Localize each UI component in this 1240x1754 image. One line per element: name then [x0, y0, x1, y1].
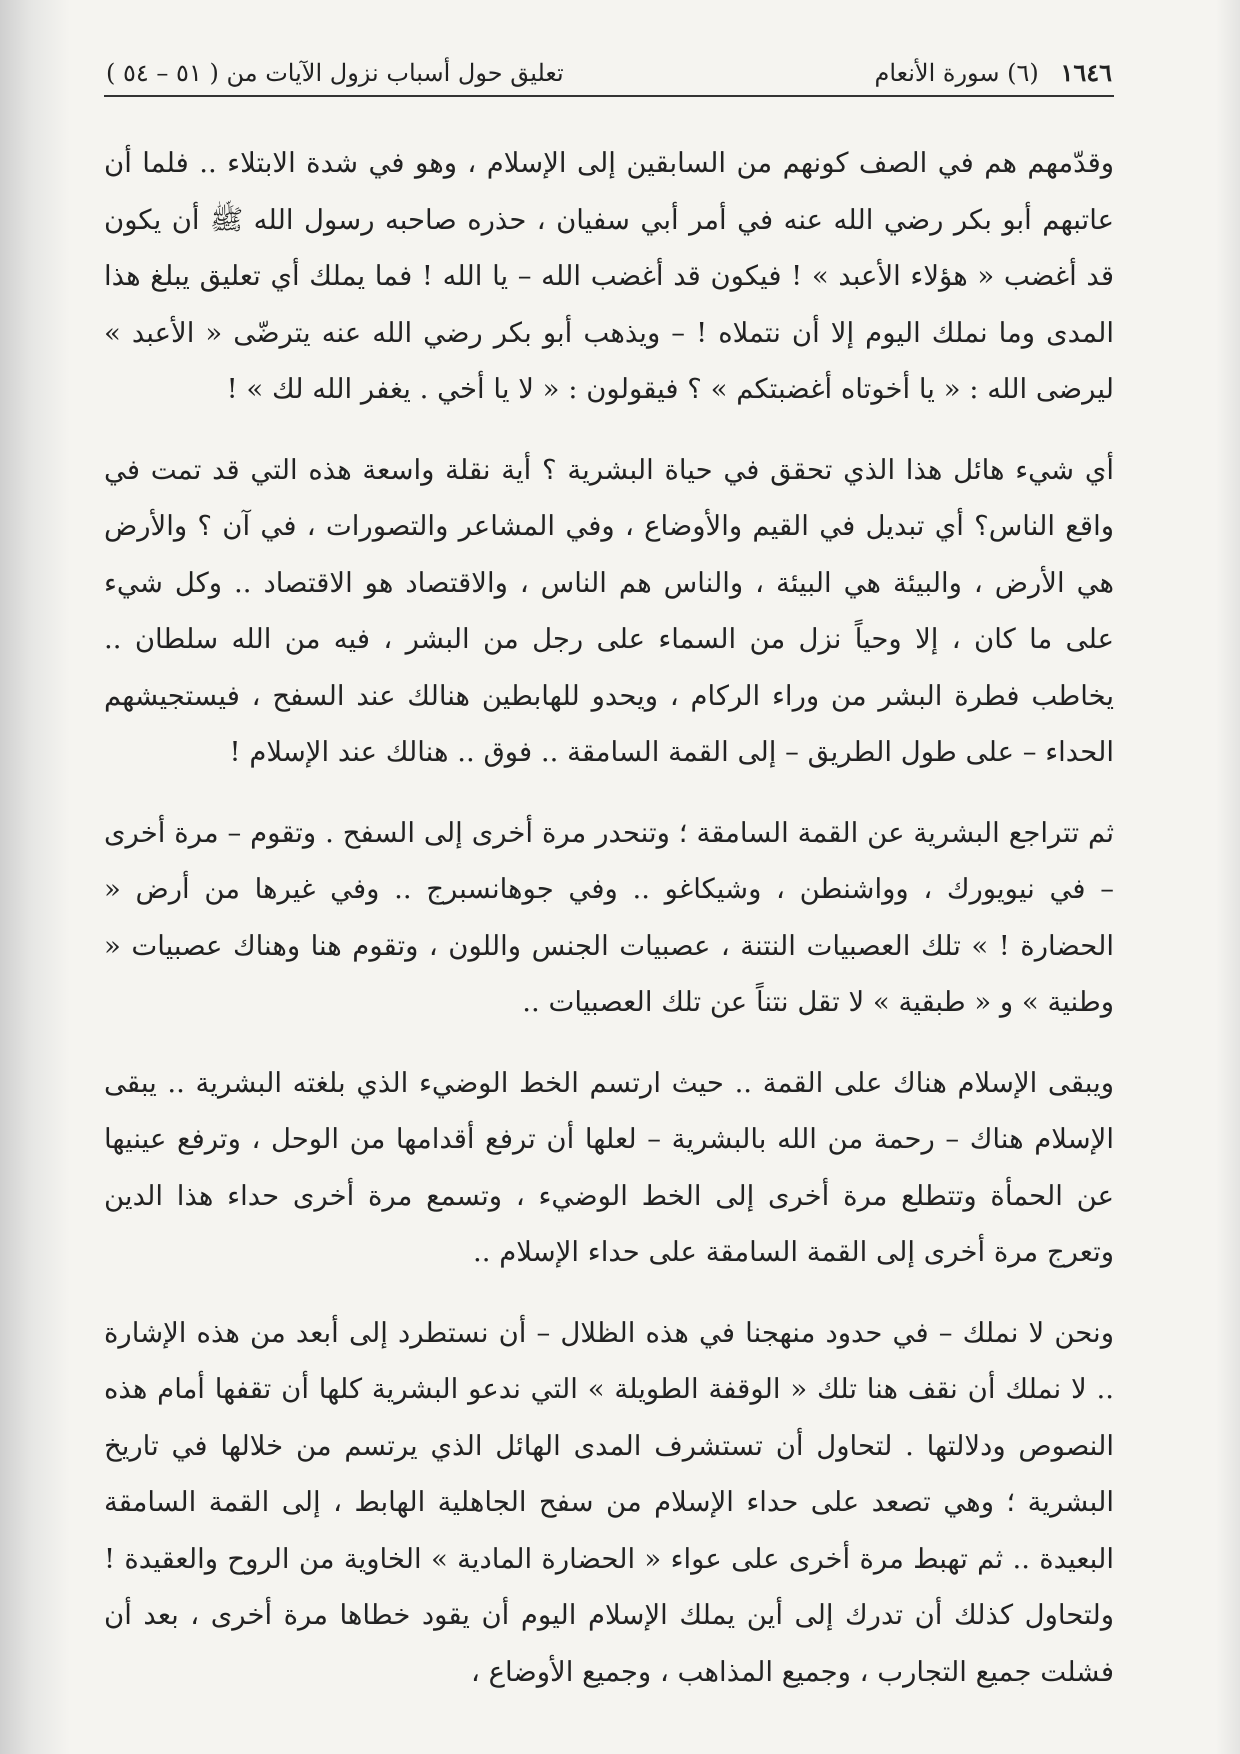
paragraph: ثم تتراجع البشرية عن القمة السامقة ؛ وتنحدر مرة أخرى إلى السفح . وتقوم – مرة أخرى – في نيويورك ، وواشنطن ، وشيكاغو .. وفي جوهانسبرج .. وفي غيرها من أرض « الحضارة ! » تلك العصبيات النتنة ، عصبيات الجنس واللون ، وتقوم هنا وهناك عصبيات « وطنية » و « طبقية » لا تقل نتناً عن تلك العصبيات ..	[104, 816, 1114, 1018]
header-topic: تعليق حول أسباب نزول الآيات من ( ٥١ – ٥٤ )	[106, 59, 564, 87]
book-spine-shadow	[0, 0, 70, 1754]
paragraph: ويبقى الإسلام هناك على القمة .. حيث ارتسم الخط الوضيء الذي بلغته البشرية .. يبقى الإسلام هناك – رحمة من الله بالبشرية – لعلها أن ترفع أقدامها من الوحل ، وترفع عينيها عن الحمأة وتتطلع مرة أخرى إلى الخط الوضيء ، وتسمع مرة أخرى حداء هذا الدين وتعرج مرة أخرى إلى القمة السامقة على حداء الإسلام ..	[104, 1066, 1114, 1268]
paragraph: أي شيء هائل هذا الذي تحقق في حياة البشرية ؟ أية نقلة واسعة هذه التي قد تمت في واقع الناس؟ أي تبديل في القيم والأوضاع ، وفي المشاعر والتصورات ، في آن ؟ والأرض هي الأرض ، والبيئة هي البيئة ، والناس هم الناس ، والاقتصاد هو الاقتصاد .. وكل شيء على ما كان ، إلا وحياً نزل من السماء على رجل من البشر ، فيه من الله سلطان .. يخاطب فطرة البشر من وراء الركام ، ويحدو للهابطين هنالك عند السفح ، فيستجيشهم الحداء – على طول الطريق – إلى القمة السامقة .. فوق .. هنالك عند الإسلام !	[104, 453, 1114, 768]
running-header	[104, 58, 1114, 97]
page-number: ١٦٤٦	[1060, 58, 1112, 87]
page-edge-shadow	[1216, 0, 1240, 1754]
body-text	[104, 135, 1114, 1700]
paragraph: وقدّمهم هم في الصف كونهم من السابقين إلى الإسلام ، وهو في شدة الابتلاء .. فلما أن عاتبهم أبو بكر رضي الله عنه في أمر أبي سفيان ، حذره صاحبه رسول الله ﷺ أن يكون قد أغضب « هؤلاء الأعبد » ! فيكون قد أغضب الله – يا الله ! فما يملك أي تعليق يبلغ هذا المدى وما نملك اليوم إلا أن نتملاه ! – ويذهب أبو بكر رضي الله عنه يترضّى « الأعبد » ليرضى الله : « يا أخوتاه أغضبتكم » ؟ فيقولون : « لا يا أخي . يغفر الله لك » !	[104, 147, 1114, 405]
surah-title: (٦) سورة الأنعام	[874, 59, 1039, 87]
header-page-and-surah	[874, 58, 1112, 87]
book-page	[104, 58, 1114, 1724]
paragraph: ونحن لا نملك – في حدود منهجنا في هذه الظلال – أن نستطرد إلى أبعد من هذه الإشارة .. لا نملك أن نقف هنا تلك « الوقفة الطويلة » التي ندعو البشرية كلها أن تقفها أمام هذه النصوص ودلالتها . لتحاول أن تستشرف المدى الهائل الذي يرتسم من خلالها في تاريخ البشرية ؛ وهي تصعد على حداء الإسلام من سفح الجاهلية الهابط ، إلى القمة السامقة البعيدة .. ثم تهبط مرة أخرى على عواء « الحضارة المادية » الخاوية من الروح والعقيدة ! ولتحاول كذلك أن تدرك إلى أين يملك الإسلام اليوم أن يقود خطاها مرة أخرى ، بعد أن فشلت جميع التجارب ، وجميع المذاهب ، وجميع الأوضاع ،	[104, 1316, 1114, 1688]
